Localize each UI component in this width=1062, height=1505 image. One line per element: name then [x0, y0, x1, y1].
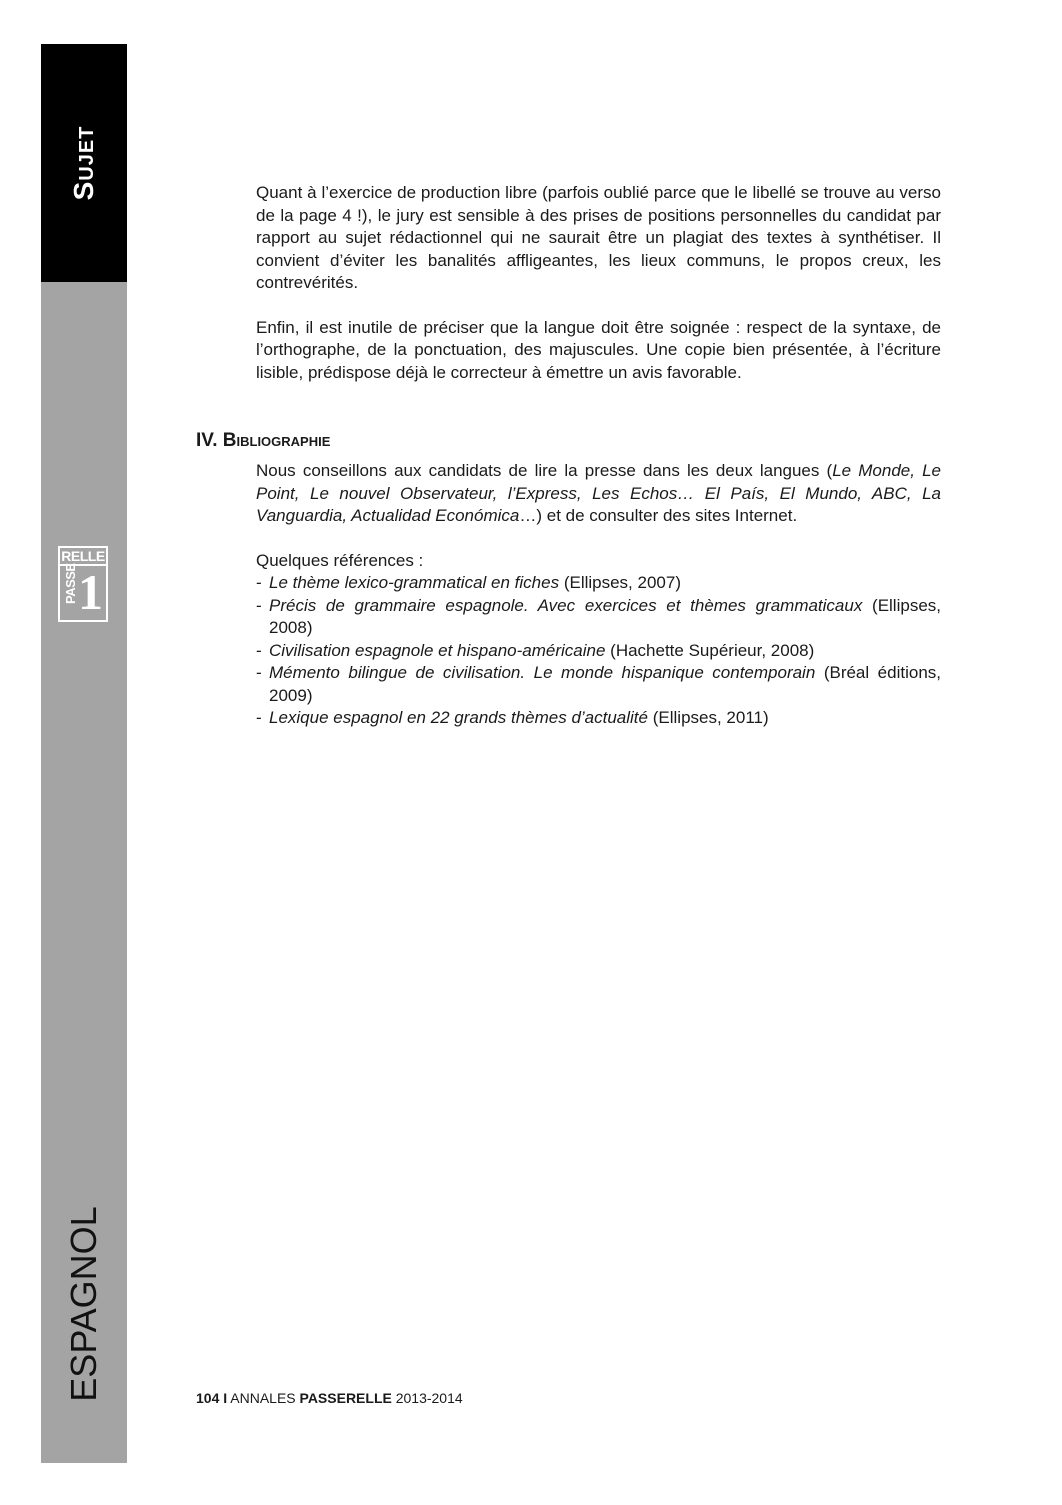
section-heading [196, 430, 330, 452]
reference-item: - Lexique espagnol en 22 grands thèmes d’actualité (Ellipses, 2011) [256, 708, 769, 727]
paragraph-langue: Enfin, il est inutile de préciser que la langue doit être soignée : respect de la syntaxe, de l’orthographe, de la ponctuation, des majuscules. Une copie bien présentée, à l’écriture lisible, prédispose déjà le correcteur à émettre un avis favorable. [256, 317, 941, 382]
intro-press-titles: Le Monde, Le Point, Le nouvel Observateur, l’Express, Les Echos… El País, El Mundo, ABC, La Vanguardia, Actualidad Económica [256, 461, 942, 525]
footer-years: 2013-2014 [395, 1390, 463, 1406]
section-label: Sujet [68, 125, 99, 201]
logo-number: 1 [78, 564, 103, 620]
intro-after: …) et de consulter des sites Internet. [519, 506, 798, 525]
logo-top-text: RELLE [61, 548, 105, 564]
sidebar [41, 44, 127, 1463]
footer-annales: ANNALES [230, 1390, 296, 1406]
reference-item: - Mémento bilingue de civilisation. Le monde hispanique contemporain (Bréal éditions, 2009) [256, 663, 941, 705]
reference-details: (Ellipses, 2008) [269, 595, 941, 637]
page-footer [196, 1389, 463, 1407]
reference-item: - Le thème lexico-grammatical en fiches (Ellipses, 2007) [256, 573, 681, 592]
footer-brand: PASSERELLE [299, 1390, 392, 1406]
reference-details: (Ellipses, 2007) [563, 573, 681, 592]
bibliography-content [256, 460, 941, 730]
reference-title: Précis de grammaire espagnole. Avec exercices et thèmes grammaticaux [269, 595, 863, 615]
intro-content [256, 182, 941, 384]
subject-label: ESPAGNOL [63, 1206, 104, 1402]
page-number: 104 [196, 1390, 220, 1406]
logo-side-text: PASSE [63, 563, 78, 604]
reference-title: Le thème lexico-grammatical en fiches [269, 573, 560, 592]
reference-list [256, 572, 941, 730]
passerelle-logo [58, 546, 108, 622]
reference-item: - Civilisation espagnole et hispano-américaine (Hachette Supérieur, 2008) [256, 640, 815, 660]
reference-details: (Bréal éditions, 2009) [269, 663, 941, 705]
reference-title: Civilisation espagnole et hispano-américaine [269, 640, 606, 660]
section-tab [41, 44, 127, 282]
reference-title: Lexique espagnol en 22 grands thèmes d’actualité [269, 708, 648, 727]
intro-before: Nous conseillons aux candidats de lire la presse dans les deux langues ( [256, 461, 833, 480]
reference-item: - Précis de grammaire espagnole. Avec exercices et thèmes grammaticaux (Ellipses, 2008) [256, 595, 941, 637]
section-title: Bibliographie [222, 430, 331, 451]
footer-separator: I [223, 1390, 228, 1406]
reference-details: (Hachette Supérieur, 2008) [610, 640, 815, 660]
reference-details: (Ellipses, 2011) [652, 708, 769, 727]
bibliography-intro [256, 460, 941, 528]
paragraph-production-libre: Quant à l’exercice de production libre (parfois oublié parce que le libellé se trouve au verso de la page 4 !), le jury est sensible à des prises de positions personnelles du candidat par rapport au sujet rédactionnel qui ne saurait être un plagiat des textes à synthétiser. Il convient d’éviter les banalités affligeantes, les lieux communs, le propos creux, les contrevérités. [256, 183, 941, 292]
references-label: Quelques références : [256, 550, 424, 570]
section-number: IV. [196, 430, 218, 451]
reference-title: Mémento bilingue de civilisation. Le monde hispanique contemporain [269, 663, 816, 682]
